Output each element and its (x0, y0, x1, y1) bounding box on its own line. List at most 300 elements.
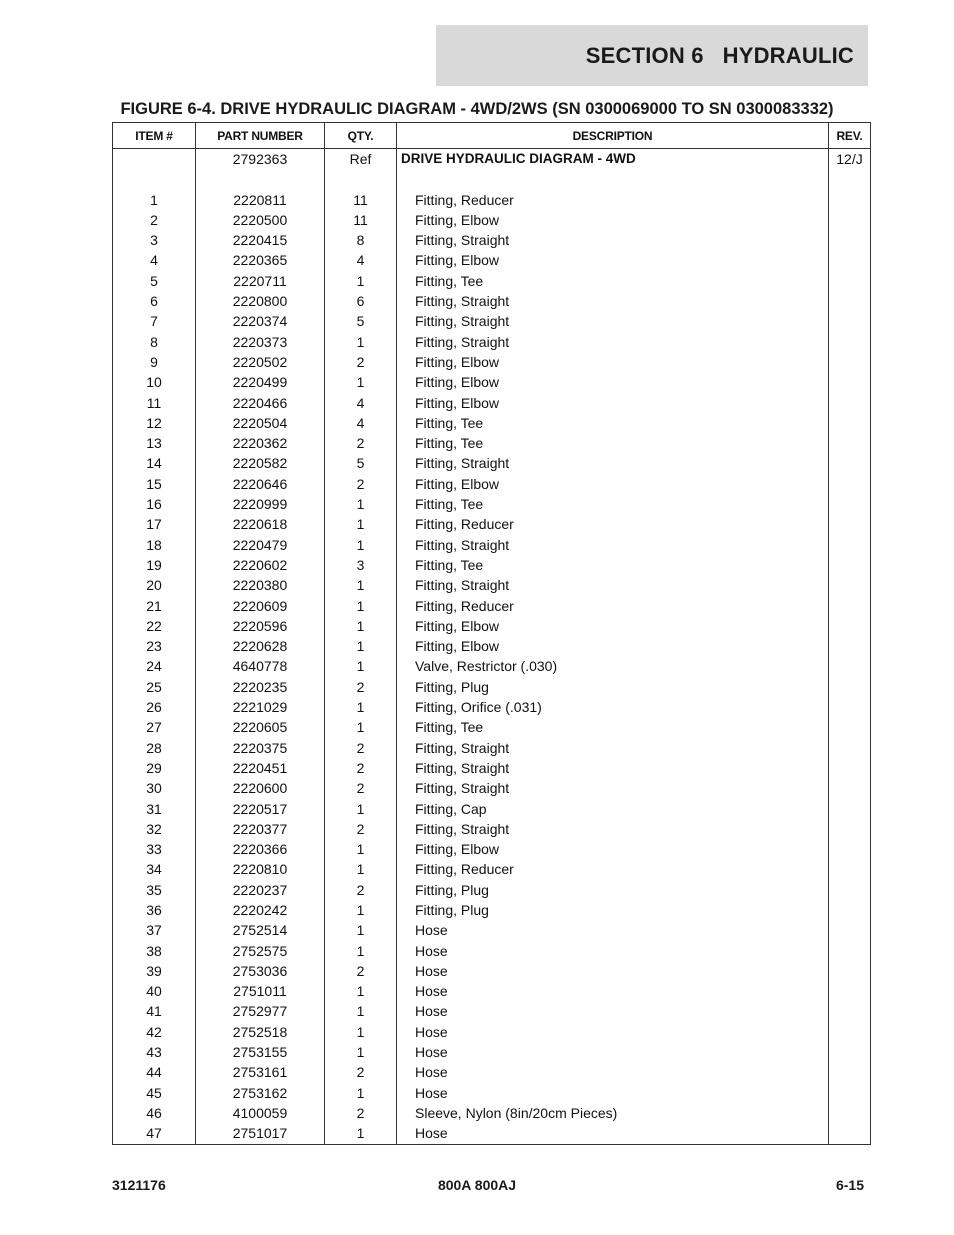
item-number-cell: 16 (113, 494, 196, 514)
rev-cell (829, 819, 871, 839)
item-number-cell: 44 (113, 1062, 196, 1082)
section-title: SECTION 6 HYDRAULIC (585, 42, 854, 68)
table-row (113, 738, 871, 758)
qty-cell: 2 (325, 738, 397, 758)
rev-cell (829, 393, 871, 413)
part-number-cell: 2220451 (196, 758, 325, 778)
item-number-cell: 22 (113, 616, 196, 636)
table-row (113, 352, 871, 372)
description-cell: Fitting, Reducer (397, 596, 829, 616)
rev-cell (829, 616, 871, 636)
qty-cell: 2 (325, 880, 397, 900)
qty-cell: 1 (325, 981, 397, 1001)
item-number-cell: 45 (113, 1083, 196, 1103)
rev-cell (829, 352, 871, 372)
description-cell: Hose (397, 920, 829, 940)
rev-cell (829, 738, 871, 758)
qty-cell: 1 (325, 920, 397, 940)
part-number-cell: 4100059 (196, 1103, 325, 1123)
rev-cell (829, 535, 871, 555)
table-row (113, 575, 871, 595)
rev-cell (829, 453, 871, 473)
item-number-cell: 19 (113, 555, 196, 575)
qty-cell: 1 (325, 656, 397, 676)
part-number-cell: 2220242 (196, 900, 325, 920)
footer-page-number: 6-15 (835, 1177, 864, 1193)
item-number-cell: 2 (113, 210, 196, 230)
qty-cell: 1 (325, 697, 397, 717)
item-number-cell: 41 (113, 1001, 196, 1021)
qty-cell: 1 (325, 1022, 397, 1042)
item-number-cell: 7 (113, 311, 196, 331)
qty-cell: 1 (325, 799, 397, 819)
parts-table-body (113, 149, 871, 1145)
qty-cell: 1 (325, 271, 397, 291)
table-row (113, 291, 871, 311)
description-cell: Fitting, Reducer (397, 190, 829, 210)
item-number-cell: 37 (113, 920, 196, 940)
table-header-row (113, 123, 871, 149)
part-number-cell: 2220377 (196, 819, 325, 839)
rev-cell (829, 413, 871, 433)
parts-table (112, 122, 871, 1145)
item-number-cell: 8 (113, 332, 196, 352)
description-cell: Hose (397, 1042, 829, 1062)
item-number-cell: 5 (113, 271, 196, 291)
item-number-cell: 28 (113, 738, 196, 758)
item-number-cell: 11 (113, 393, 196, 413)
table-row (113, 900, 871, 920)
part-number-cell: 2220609 (196, 596, 325, 616)
table-row (113, 413, 871, 433)
part-number-cell: 2220466 (196, 393, 325, 413)
part-number-cell: 2220362 (196, 433, 325, 453)
item-number-cell: 1 (113, 190, 196, 210)
footer-manual-number: 3121176 (112, 1177, 166, 1193)
description-cell: Hose (397, 1123, 829, 1144)
table-row (113, 859, 871, 879)
part-number-cell: 2220237 (196, 880, 325, 900)
assembly-description: DRIVE HYDRAULIC DIAGRAM - 4WD (397, 149, 829, 170)
table-row (113, 474, 871, 494)
part-number-cell: 2220628 (196, 636, 325, 656)
item-number-cell: 17 (113, 514, 196, 534)
column-header-rev: REV. (829, 123, 871, 149)
qty-cell: 1 (325, 636, 397, 656)
column-header-part-number: PART NUMBER (196, 123, 325, 149)
rev-cell (829, 1022, 871, 1042)
item-number-cell: 10 (113, 372, 196, 392)
part-number-cell: 4640778 (196, 656, 325, 676)
part-number-cell: 2220600 (196, 778, 325, 798)
item-number-cell: 23 (113, 636, 196, 656)
qty-cell: 1 (325, 494, 397, 514)
item-number-cell: 9 (113, 352, 196, 372)
item-number-cell: 24 (113, 656, 196, 676)
item-number-cell: 42 (113, 1022, 196, 1042)
assembly-row (113, 149, 871, 170)
table-row (113, 981, 871, 1001)
table-row (113, 271, 871, 291)
part-number-cell: 2220502 (196, 352, 325, 372)
table-row (113, 656, 871, 676)
description-cell: Hose (397, 1083, 829, 1103)
description-cell: Fitting, Elbow (397, 839, 829, 859)
item-number-cell: 6 (113, 291, 196, 311)
description-cell: Fitting, Straight (397, 311, 829, 331)
qty-cell: 2 (325, 758, 397, 778)
description-cell: Fitting, Straight (397, 778, 829, 798)
description-cell: Fitting, Elbow (397, 250, 829, 270)
part-number-cell: 2220374 (196, 311, 325, 331)
rev-cell (829, 1062, 871, 1082)
part-number-cell: 2220605 (196, 717, 325, 737)
rev-cell (829, 332, 871, 352)
part-number-cell: 2220711 (196, 271, 325, 291)
table-row (113, 453, 871, 473)
column-header-description: DESCRIPTION (397, 123, 829, 149)
description-cell: Fitting, Tee (397, 555, 829, 575)
rev-cell (829, 981, 871, 1001)
table-row (113, 332, 871, 352)
table-row (113, 677, 871, 697)
description-cell: Fitting, Elbow (397, 352, 829, 372)
table-row (113, 839, 871, 859)
qty-cell: 4 (325, 250, 397, 270)
table-row (113, 941, 871, 961)
part-number-cell: 2751011 (196, 981, 325, 1001)
qty-cell: 1 (325, 1123, 397, 1144)
rev-cell (829, 210, 871, 230)
rev-cell (829, 900, 871, 920)
item-number-cell: 43 (113, 1042, 196, 1062)
rev-cell (829, 920, 871, 940)
item-number-cell: 13 (113, 433, 196, 453)
part-number-cell: 2221029 (196, 697, 325, 717)
table-row (113, 1062, 871, 1082)
rev-cell (829, 880, 871, 900)
rev-cell (829, 311, 871, 331)
qty-cell: 5 (325, 453, 397, 473)
description-cell: Fitting, Tee (397, 494, 829, 514)
item-number-cell: 47 (113, 1123, 196, 1144)
table-row (113, 190, 871, 210)
part-number-cell: 2220999 (196, 494, 325, 514)
qty-cell: 1 (325, 372, 397, 392)
qty-cell: 1 (325, 575, 397, 595)
description-cell: Fitting, Tee (397, 271, 829, 291)
table-row (113, 1123, 871, 1144)
part-number-cell: 2220415 (196, 230, 325, 250)
rev-cell (829, 555, 871, 575)
qty-cell: 2 (325, 1103, 397, 1123)
table-row (113, 961, 871, 981)
table-row (113, 535, 871, 555)
table-row (113, 880, 871, 900)
table-row (113, 1001, 871, 1021)
part-number-cell: 2752514 (196, 920, 325, 940)
qty-cell: 4 (325, 393, 397, 413)
item-number-cell: 40 (113, 981, 196, 1001)
rev-cell (829, 717, 871, 737)
part-number-cell: 2753155 (196, 1042, 325, 1062)
assembly-rev: 12/J (829, 149, 871, 170)
description-cell: Fitting, Plug (397, 900, 829, 920)
table-row (113, 555, 871, 575)
description-cell: Fitting, Orifice (.031) (397, 697, 829, 717)
item-number-cell: 31 (113, 799, 196, 819)
description-cell: Fitting, Elbow (397, 372, 829, 392)
description-cell: Fitting, Cap (397, 799, 829, 819)
figure-title: FIGURE 6-4. DRIVE HYDRAULIC DIAGRAM - 4WD/2WS (SN 0300069000 TO SN 0300083332) (120, 100, 834, 118)
rev-cell (829, 941, 871, 961)
part-number-cell: 2220365 (196, 250, 325, 270)
rev-cell (829, 1042, 871, 1062)
item-number-cell: 38 (113, 941, 196, 961)
part-number-cell: 2752977 (196, 1001, 325, 1021)
description-cell: Fitting, Reducer (397, 514, 829, 534)
rev-cell (829, 859, 871, 879)
qty-cell: 1 (325, 1001, 397, 1021)
table-row (113, 799, 871, 819)
table-row (113, 393, 871, 413)
description-cell: Sleeve, Nylon (8in/20cm Pieces) (397, 1103, 829, 1123)
item-number-cell: 18 (113, 535, 196, 555)
part-number-cell: 2220375 (196, 738, 325, 758)
part-number-cell: 2752575 (196, 941, 325, 961)
qty-cell: 2 (325, 474, 397, 494)
item-number-cell: 27 (113, 717, 196, 737)
qty-cell: 1 (325, 941, 397, 961)
description-cell: Fitting, Straight (397, 230, 829, 250)
part-number-cell: 2220800 (196, 291, 325, 311)
qty-cell: 1 (325, 839, 397, 859)
item-number-cell: 39 (113, 961, 196, 981)
part-number-cell: 2220517 (196, 799, 325, 819)
description-cell: Hose (397, 961, 829, 981)
table-row (113, 819, 871, 839)
description-cell: Fitting, Reducer (397, 859, 829, 879)
qty-cell: 2 (325, 1062, 397, 1082)
description-cell: Fitting, Elbow (397, 393, 829, 413)
rev-cell (829, 372, 871, 392)
rev-cell (829, 839, 871, 859)
description-cell: Fitting, Tee (397, 413, 829, 433)
item-number-cell: 25 (113, 677, 196, 697)
rev-cell (829, 230, 871, 250)
item-number-cell: 30 (113, 778, 196, 798)
part-number-cell: 2752518 (196, 1022, 325, 1042)
rev-cell (829, 494, 871, 514)
qty-cell: 2 (325, 352, 397, 372)
part-number-cell: 2753161 (196, 1062, 325, 1082)
description-cell: Fitting, Straight (397, 738, 829, 758)
footer-model: 800A 800AJ (437, 1177, 517, 1193)
table-row (113, 372, 871, 392)
qty-cell: 1 (325, 1042, 397, 1062)
qty-cell: 1 (325, 900, 397, 920)
table-row (113, 1022, 871, 1042)
table-row (113, 494, 871, 514)
section-header-band (436, 25, 868, 86)
part-number-cell: 2220504 (196, 413, 325, 433)
table-row (113, 514, 871, 534)
item-number-cell: 20 (113, 575, 196, 595)
rev-cell (829, 190, 871, 210)
spacer-row (113, 169, 871, 189)
qty-cell: 1 (325, 514, 397, 534)
description-cell: Fitting, Tee (397, 717, 829, 737)
rev-cell (829, 1001, 871, 1021)
qty-cell: 2 (325, 778, 397, 798)
qty-cell: 1 (325, 616, 397, 636)
assembly-qty: Ref (325, 149, 397, 170)
table-row (113, 210, 871, 230)
description-cell: Fitting, Straight (397, 332, 829, 352)
part-number-cell: 2753036 (196, 961, 325, 981)
item-number-cell: 33 (113, 839, 196, 859)
qty-cell: 1 (325, 717, 397, 737)
description-cell: Fitting, Straight (397, 535, 829, 555)
table-row (113, 616, 871, 636)
column-header-qty: QTY. (325, 123, 397, 149)
qty-cell: 11 (325, 190, 397, 210)
description-cell: Fitting, Straight (397, 291, 829, 311)
rev-cell (829, 799, 871, 819)
rev-cell (829, 1123, 871, 1144)
part-number-cell: 2220810 (196, 859, 325, 879)
qty-cell: 5 (325, 311, 397, 331)
rev-cell (829, 1103, 871, 1123)
item-number-cell: 36 (113, 900, 196, 920)
item-number-cell: 15 (113, 474, 196, 494)
table-row (113, 717, 871, 737)
rev-cell (829, 636, 871, 656)
description-cell: Hose (397, 941, 829, 961)
qty-cell: 4 (325, 413, 397, 433)
description-cell: Fitting, Elbow (397, 210, 829, 230)
part-number-cell: 2753162 (196, 1083, 325, 1103)
assembly-item (113, 149, 196, 170)
table-row (113, 697, 871, 717)
table-row (113, 920, 871, 940)
description-cell: Fitting, Straight (397, 819, 829, 839)
column-header-item: ITEM # (113, 123, 196, 149)
rev-cell (829, 677, 871, 697)
description-cell: Fitting, Elbow (397, 616, 829, 636)
rev-cell (829, 697, 871, 717)
item-number-cell: 21 (113, 596, 196, 616)
rev-cell (829, 656, 871, 676)
table-row (113, 596, 871, 616)
item-number-cell: 26 (113, 697, 196, 717)
description-cell: Hose (397, 1001, 829, 1021)
qty-cell: 1 (325, 535, 397, 555)
item-number-cell: 29 (113, 758, 196, 778)
qty-cell: 1 (325, 1083, 397, 1103)
description-cell: Hose (397, 1022, 829, 1042)
qty-cell: 3 (325, 555, 397, 575)
qty-cell: 2 (325, 433, 397, 453)
qty-cell: 6 (325, 291, 397, 311)
qty-cell: 8 (325, 230, 397, 250)
description-cell: Fitting, Straight (397, 758, 829, 778)
table-row (113, 636, 871, 656)
rev-cell (829, 291, 871, 311)
description-cell: Fitting, Elbow (397, 474, 829, 494)
rev-cell (829, 778, 871, 798)
rev-cell (829, 433, 871, 453)
description-cell: Fitting, Elbow (397, 636, 829, 656)
qty-cell: 1 (325, 859, 397, 879)
part-number-cell: 2220596 (196, 616, 325, 636)
rev-cell (829, 961, 871, 981)
part-number-cell: 2220380 (196, 575, 325, 595)
qty-cell: 1 (325, 596, 397, 616)
part-number-cell: 2220373 (196, 332, 325, 352)
rev-cell (829, 758, 871, 778)
qty-cell: 1 (325, 332, 397, 352)
part-number-cell: 2220582 (196, 453, 325, 473)
part-number-cell: 2220602 (196, 555, 325, 575)
item-number-cell: 35 (113, 880, 196, 900)
table-row (113, 1103, 871, 1123)
part-number-cell: 2220235 (196, 677, 325, 697)
rev-cell (829, 575, 871, 595)
qty-cell: 11 (325, 210, 397, 230)
item-number-cell: 34 (113, 859, 196, 879)
item-number-cell: 12 (113, 413, 196, 433)
part-number-cell: 2220366 (196, 839, 325, 859)
rev-cell (829, 250, 871, 270)
rev-cell (829, 271, 871, 291)
description-cell: Hose (397, 981, 829, 1001)
qty-cell: 2 (325, 961, 397, 981)
part-number-cell: 2220500 (196, 210, 325, 230)
table-row (113, 250, 871, 270)
rev-cell (829, 474, 871, 494)
table-row (113, 758, 871, 778)
rev-cell (829, 596, 871, 616)
table-row (113, 1083, 871, 1103)
part-number-cell: 2220499 (196, 372, 325, 392)
table-row (113, 778, 871, 798)
description-cell: Fitting, Plug (397, 677, 829, 697)
item-number-cell: 32 (113, 819, 196, 839)
qty-cell: 2 (325, 677, 397, 697)
description-cell: Fitting, Tee (397, 433, 829, 453)
item-number-cell: 14 (113, 453, 196, 473)
assembly-part-number: 2792363 (196, 149, 325, 170)
item-number-cell: 46 (113, 1103, 196, 1123)
item-number-cell: 4 (113, 250, 196, 270)
rev-cell (829, 1083, 871, 1103)
table-row (113, 1042, 871, 1062)
description-cell: Hose (397, 1062, 829, 1082)
part-number-cell: 2220811 (196, 190, 325, 210)
description-cell: Fitting, Straight (397, 575, 829, 595)
description-cell: Fitting, Straight (397, 453, 829, 473)
description-cell: Fitting, Plug (397, 880, 829, 900)
part-number-cell: 2220479 (196, 535, 325, 555)
item-number-cell: 3 (113, 230, 196, 250)
part-number-cell: 2220618 (196, 514, 325, 534)
table-row (113, 230, 871, 250)
description-cell: Valve, Restrictor (.030) (397, 656, 829, 676)
rev-cell (829, 514, 871, 534)
qty-cell: 2 (325, 819, 397, 839)
part-number-cell: 2751017 (196, 1123, 325, 1144)
